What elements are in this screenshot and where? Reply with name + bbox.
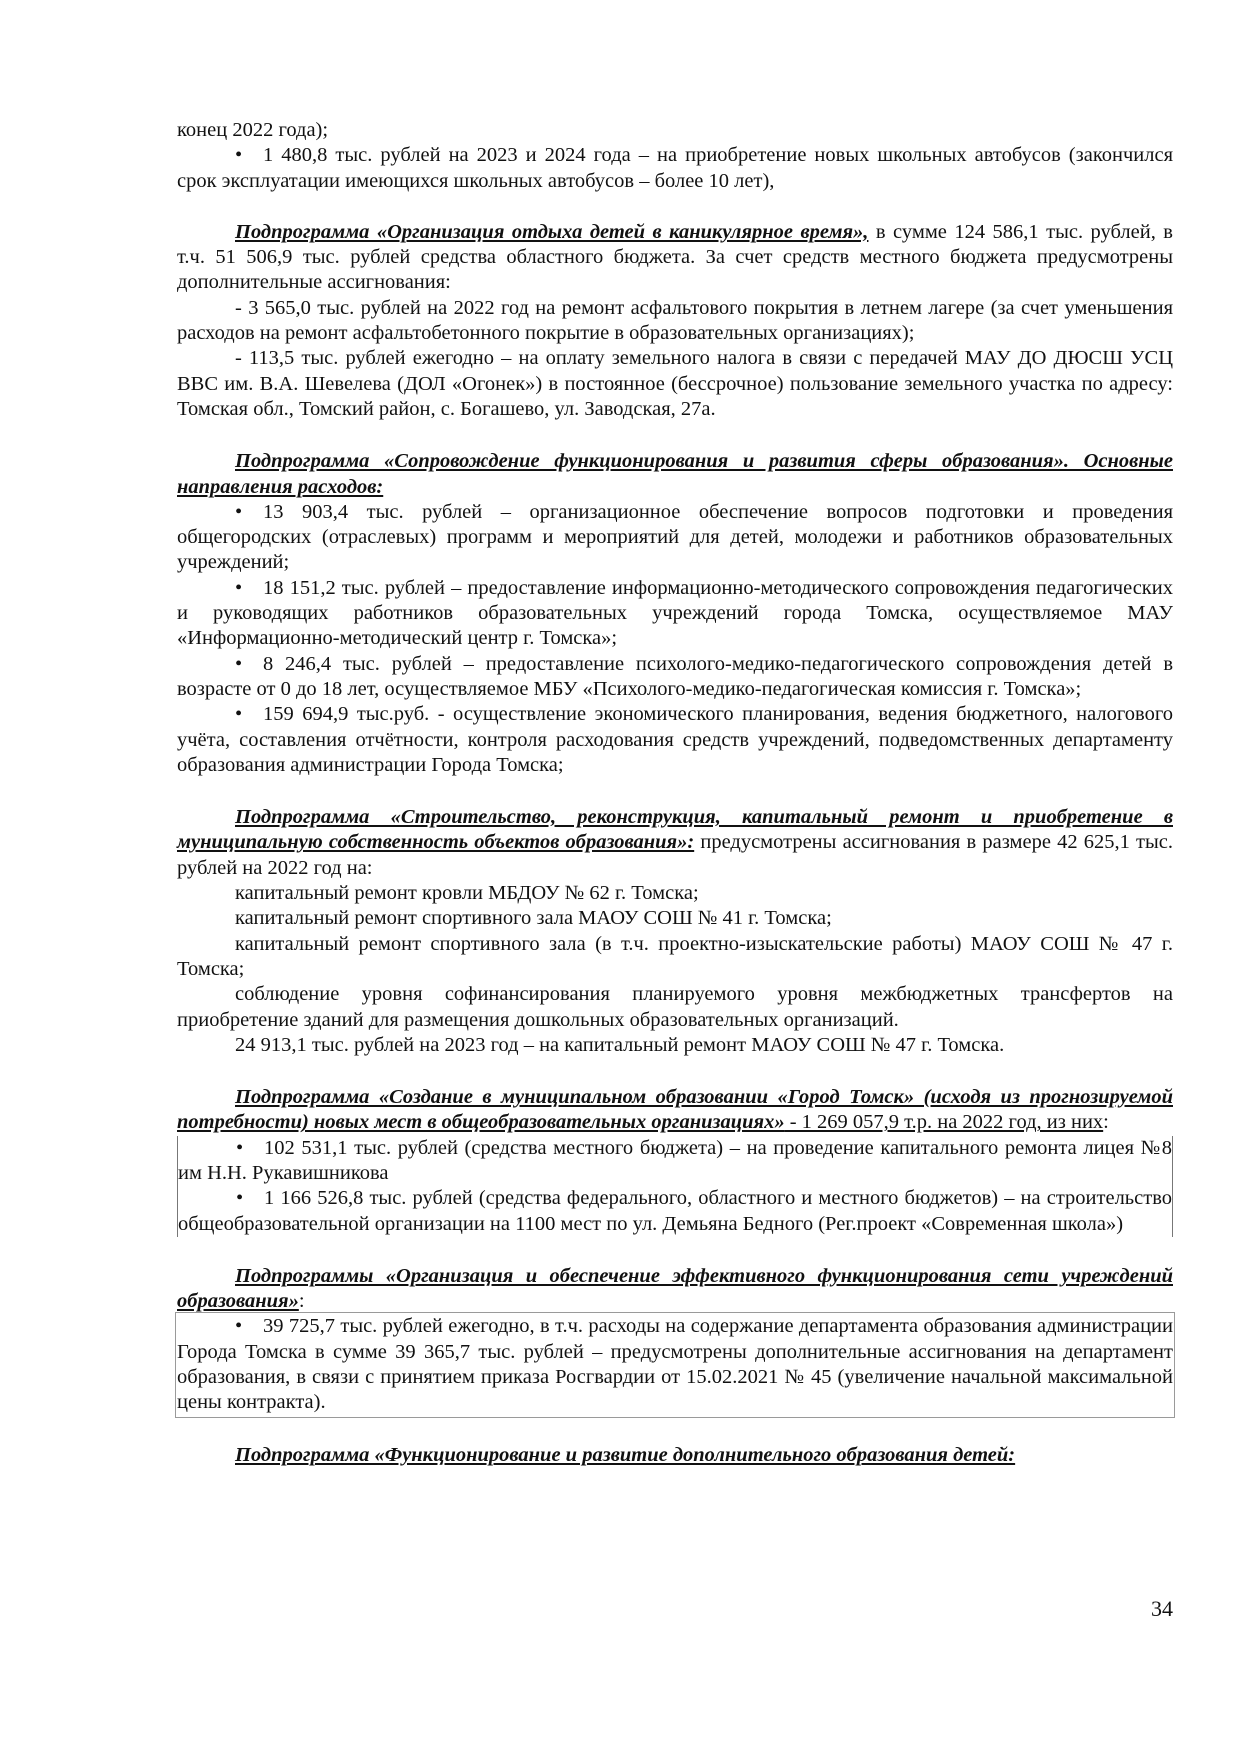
paragraph-continuation: конец 2022 года); bbox=[177, 119, 329, 141]
section-heading: Подпрограмма «Создание в муниципальном образовании «Город Томск» (исходя из прогнозируемой потребности) новых мест в общеобразовательных организациях» bbox=[177, 1086, 1173, 1134]
section-colon: : bbox=[1103, 1111, 1109, 1134]
section-new-places bbox=[177, 1085, 1173, 1136]
section-heading: Подпрограмма «Строительство, реконструкция, капитальный ремонт и приобретение в муниципальную собственность объектов образования»: bbox=[177, 806, 1173, 854]
section-heading: Подпрограммы «Организация и обеспечение эффективного функционирования сети учреждений образования» bbox=[177, 1264, 1173, 1313]
bullet-icon: • bbox=[235, 576, 243, 599]
list-item bbox=[177, 1136, 1173, 1187]
section-support bbox=[177, 449, 1173, 500]
list-item: - 113,5 тыс. рублей ежегодно – на оплату земельного налога в связи с передачей МАУ ДО ДЮСШ УСЦ ВВС им. В.А. Шевелева (ДОЛ «Огонек») в постоянное (бессрочное) пользование земельного участка по адресу: Томская обл., Томский район, с. Богашево, ул. Заводская, 27а. bbox=[177, 347, 1173, 420]
list-item: - 3 565,0 тыс. рублей на 2022 год на ремонт асфальтового покрытия в летнем лагере (за счет уменьшения расходов на ремонт асфальтобетонного покрытие в образовательных организациях); bbox=[177, 296, 1173, 345]
list-item: соблюдение уровня софинансирования планируемого уровня межбюджетных трансфертов на приобретение зданий для размещения дошкольных образовательных организаций. bbox=[177, 983, 1173, 1031]
list-item-text: 102 531,1 тыс. рублей (средства местного бюджета) – на проведение капитального ремонта лицея №8 им Н.Н. Рукавишникова bbox=[178, 1136, 1172, 1184]
list-item-text: 8 246,4 тыс. рублей – предоставление психолого-медико-педагогического сопровождения детей в возрасте от 0 до 18 лет, осуществляемое МБУ «Психолого-медико-педагогическая комиссия г. Томска»; bbox=[177, 652, 1173, 700]
list-item bbox=[177, 500, 1173, 576]
section-summer-rest bbox=[177, 220, 1173, 296]
bullet-icon: • bbox=[235, 703, 243, 726]
section-amount: - 1 269 057,9 т.р. на 2022 год, из них bbox=[784, 1111, 1104, 1134]
list-item bbox=[177, 652, 1173, 703]
list-item bbox=[177, 143, 1173, 194]
list-item-text: 39 725,7 тыс. рублей ежегодно, в т.ч. расходы на содержание департамента образования администрации Города Томска в сумме 39 365,7 тыс. рублей – предусмотрены дополнительные ассигнования на департамент образования, в связи с принятием приказа Росгвардии от 15.02.2021 № 45 (увеличение начальной максимальной цены контракта). bbox=[177, 1315, 1173, 1414]
section-text: предусмотрены ассигнования в размере 42 625,1 тыс. рублей на 2022 год на: bbox=[177, 831, 1173, 879]
bullet-icon: • bbox=[235, 144, 243, 167]
list-item-text: 18 151,2 тыс. рублей – предоставление информационно-методического сопровождения педагогических и руководящих работников образовательных учреждений города Томска, осуществляемое МАУ «Информационно-методический центр г. Томска»; bbox=[177, 576, 1173, 650]
section-heading: Подпрограмма «Функционирование и развитие дополнительного образования детей: bbox=[235, 1443, 1016, 1466]
list-item: 24 913,1 тыс. рублей на 2023 год – на капитальный ремонт МАОУ СОШ № 47 г. Томска. bbox=[235, 1033, 1005, 1056]
page-number: 34 bbox=[1151, 1596, 1173, 1621]
list-item bbox=[177, 1186, 1173, 1237]
section-heading: Подпрограмма «Организация отдыха детей в каникулярное время», bbox=[235, 220, 869, 243]
bullet-icon: • bbox=[235, 500, 243, 523]
section-network bbox=[177, 1264, 1173, 1315]
list-item: капитальный ремонт спортивного зала (в т.ч. проектно-изыскательские работы) МАОУ СОШ № 47 г. Томска; bbox=[177, 932, 1173, 980]
list-item: капитальный ремонт спортивного зала МАОУ СОШ № 41 г. Томска; bbox=[235, 907, 832, 930]
list-item-text: 159 694,9 тыс.руб. - осуществление экономического планирования, ведения бюджетного, налогового учёта, составления отчётности, контроля расходования средств учреждений, подведомственных департаменту образования администрации Города Томска; bbox=[177, 703, 1173, 776]
list-item bbox=[177, 702, 1173, 778]
bullet-icon: • bbox=[236, 1187, 244, 1210]
list-item-text: 1 480,8 тыс. рублей на 2023 и 2024 года – на приобретение новых школьных автобусов (закончился срок эксплуатации имеющихся школьных автобусов – более 10 лет), bbox=[177, 144, 1173, 192]
list-item-text: 13 903,4 тыс. рублей – организационное обеспечение вопросов подготовки и проведения общегородских (отраслевых) программ и мероприятий для детей, молодежи и работников образовательных учреждений; bbox=[177, 500, 1173, 574]
section-construction bbox=[177, 805, 1173, 881]
section-additional-education bbox=[177, 1443, 1173, 1468]
section-heading: Подпрограмма «Сопровождение функционирования и развития сферы образования». Основные направления расходов: bbox=[177, 450, 1173, 498]
list-item-text: 1 166 526,8 тыс. рублей (средства федерального, областного и местного бюджетов) – на строительство общеобразовательной организации на 1100 мест по ул. Демьяна Бедного (Рег.проект «Современная школа») bbox=[178, 1187, 1172, 1235]
list-item bbox=[177, 576, 1173, 652]
section-text: в сумме 124 586,1 тыс. рублей, в т.ч. 51 506,9 тыс. рублей средства областного бюджета. За счет средств местного бюджета предусмотрены дополнительные ассигнования: bbox=[177, 220, 1173, 294]
list-item: капитальный ремонт кровли МБДОУ № 62 г. Томска; bbox=[235, 882, 699, 905]
bullet-icon: • bbox=[236, 1136, 244, 1159]
page-content bbox=[177, 118, 1173, 1468]
list-item bbox=[177, 1314, 1173, 1415]
section-colon: : bbox=[298, 1290, 305, 1313]
bullet-icon: • bbox=[235, 1315, 243, 1338]
bullet-icon: • bbox=[235, 652, 243, 675]
